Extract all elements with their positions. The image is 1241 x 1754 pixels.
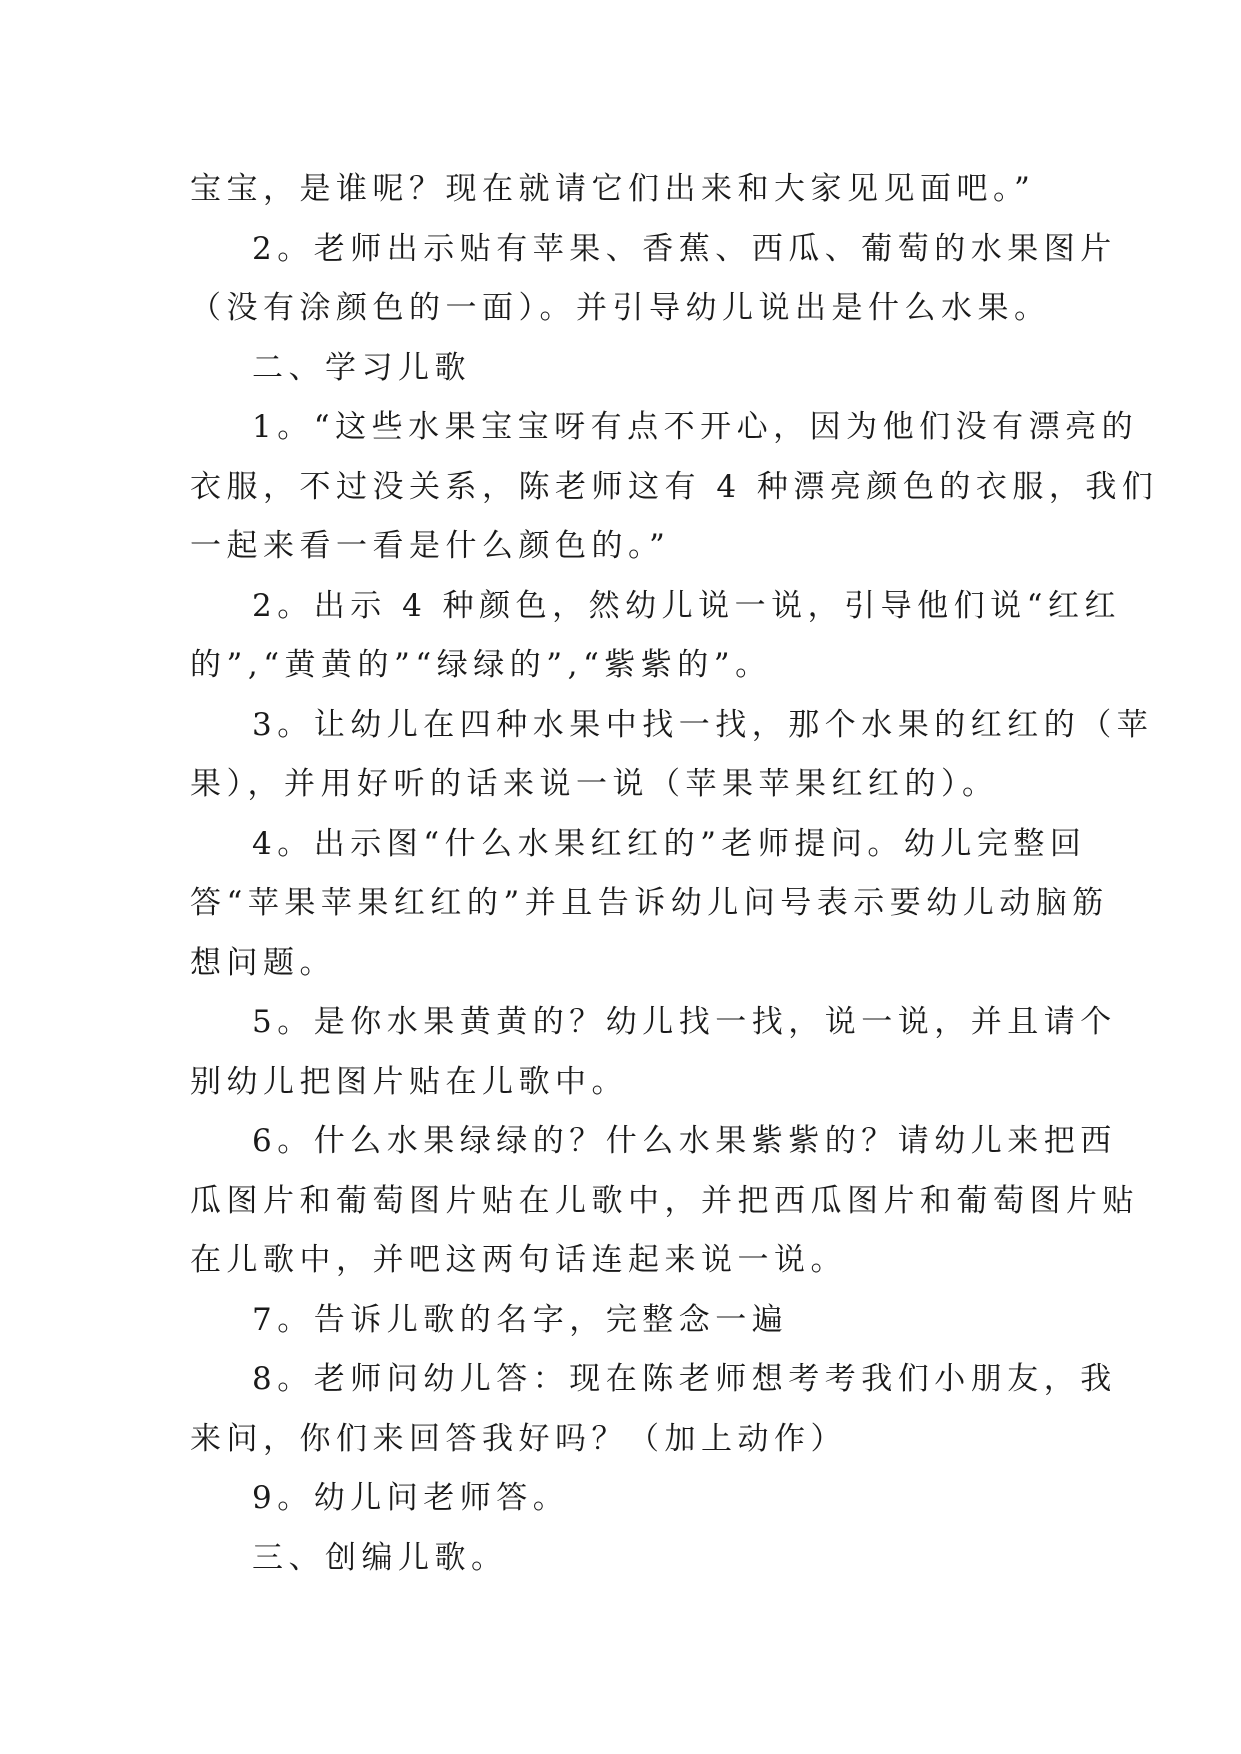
text-line: 8。老师问幼儿答：现在陈老师想考考我们小朋友，我 (252, 1361, 1117, 1397)
text-line: 果），并用好听的话来说一说（苹果苹果红红的）。 (190, 766, 999, 802)
text-line: 2。出示 4 种颜色，然幼儿说一说，引导他们说“红红 (252, 587, 1122, 624)
text-line: 瓜图片和葡萄图片贴在儿歌中，并把西瓜图片和葡萄图片贴 (190, 1182, 1139, 1219)
section-heading: 二、学习儿歌 (252, 349, 471, 386)
text-line: 在儿歌中，并吧这两句话连起来说一说。 (190, 1242, 847, 1278)
text-line: 9。幼儿问老师答。 (252, 1480, 570, 1516)
text-line: 的”,“黄黄的”“绿绿的”,“紫紫的”。 (190, 647, 772, 683)
text-line: 2。老师出示贴有苹果、香蕉、西瓜、葡萄的水果图片 (252, 230, 1117, 267)
text-line: 来问，你们来回答我好吗？（加上动作） (190, 1420, 847, 1457)
text-line: 别幼儿把图片贴在儿歌中。 (190, 1063, 628, 1100)
text-line: 7。告诉儿歌的名字，完整念一遍 (252, 1301, 789, 1338)
text-line: 宝宝，是谁呢？现在就请它们出来和大家见见面吧。” (190, 171, 1036, 207)
text-line: 1。“这些水果宝宝呀有点不开心，因为他们没有漂亮的 (252, 409, 1139, 445)
section-heading: 三、创编儿歌。 (252, 1539, 508, 1576)
text-line: 想问题。 (190, 944, 336, 981)
text-line: 答“苹果苹果红红的”并且告诉幼儿问号表示要幼儿动脑筋 (190, 885, 1109, 921)
document-body (190, 160, 1159, 1588)
text-line: 衣服，不过没关系，陈老师这有 4 种漂亮颜色的衣服，我们 (190, 468, 1159, 505)
text-line: 5。是你水果黄黄的？幼儿找一找，说一说，并且请个 (252, 1004, 1117, 1040)
text-line: 3。让幼儿在四种水果中找一找，那个水果的红红的（苹 (252, 706, 1154, 743)
text-line: 6。什么水果绿绿的？什么水果紫紫的？请幼儿来把西 (252, 1123, 1117, 1159)
text-line: （没有涂颜色的一面）。并引导幼儿说出是什么水果。 (190, 290, 1051, 326)
text-line: 一起来看一看是什么颜色的。” (190, 528, 671, 564)
text-line: 4。出示图“什么水果红红的”老师提问。幼儿完整回 (252, 825, 1087, 862)
